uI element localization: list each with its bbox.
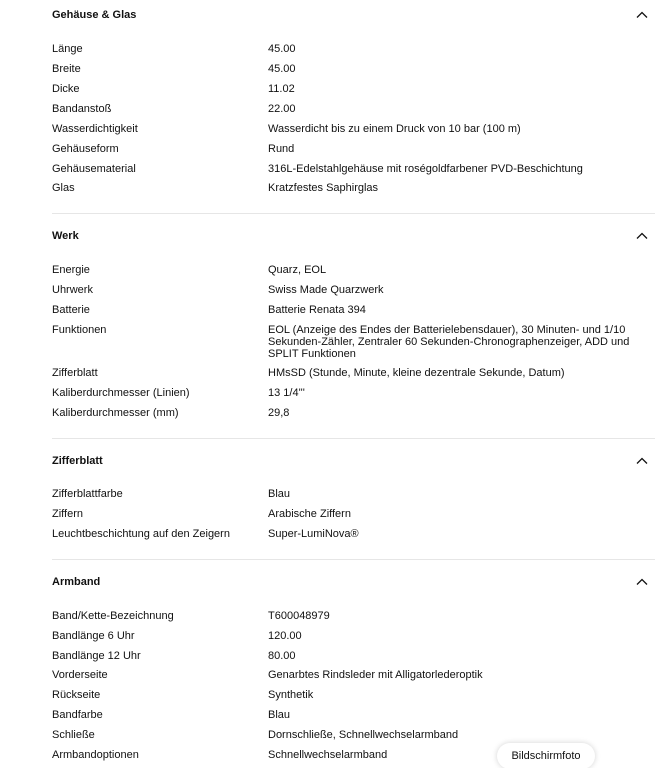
spec-label: Bandanstoß	[52, 103, 112, 115]
section-title: Zifferblatt	[52, 455, 103, 467]
spec-label: Band/Kette-Bezeichnung	[52, 610, 174, 622]
section-title: Gehäuse & Glas	[52, 9, 137, 21]
spec-label: Kaliberdurchmesser (Linien)	[52, 387, 190, 399]
spec-value: EOL (Anzeige des Endes der Batterielebensdauer), 30 Minuten- und 1/10 Sekunden-Zähler, Zentraler 60 Sekunden-Chronographenzeiger, ADD und SPLIT Funktionen	[268, 324, 630, 360]
spec-label: Gehäuseform	[52, 143, 119, 155]
spec-label: Funktionen	[52, 324, 107, 336]
spec-label: Breite	[52, 63, 81, 75]
spec-value: T600048979	[268, 610, 330, 622]
spec-value: 45.00	[268, 43, 296, 55]
spec-label: Ziffern	[52, 508, 83, 520]
section-title: Armband	[52, 576, 101, 588]
spec-value: Synthetik	[268, 689, 314, 701]
section-header-zifferblatt[interactable]	[52, 454, 655, 478]
spec-label: Uhrwerk	[52, 284, 93, 296]
spec-label: Dicke	[52, 83, 80, 95]
spec-value: Quarz, EOL	[268, 264, 327, 276]
section-divider	[52, 559, 655, 560]
spec-value: 11.02	[268, 83, 295, 95]
spec-value: Swiss Made Quarzwerk	[268, 284, 384, 296]
spec-value: Arabische Ziffern	[268, 508, 351, 520]
spec-value: Blau	[268, 488, 291, 500]
section-divider	[52, 213, 655, 214]
spec-value: HMsSD (Stunde, Minute, kleine dezentrale Sekunde, Datum)	[268, 367, 565, 379]
spec-label: Vorderseite	[52, 669, 108, 681]
spec-label: Länge	[52, 43, 83, 55]
spec-label: Wasserdichtigkeit	[52, 123, 138, 135]
screenshot-toast[interactable]: Bildschirmfoto	[497, 743, 595, 768]
section-header-gehaeuse-glas[interactable]	[52, 8, 655, 32]
spec-value: 45.00	[268, 63, 296, 75]
spec-value: Rund	[268, 143, 295, 155]
spec-value: Dornschließe, Schnellwechselarmband	[268, 729, 459, 741]
chevron-up-icon[interactable]	[635, 575, 649, 589]
spec-value: 22.00	[268, 103, 296, 115]
spec-value: Genarbtes Rindsleder mit Alligatorlederoptik	[268, 669, 483, 681]
spec-label: Kaliberdurchmesser (mm)	[52, 407, 179, 419]
spec-label: Leuchtbeschichtung auf den Zeigern	[52, 528, 230, 540]
chevron-up-icon[interactable]	[635, 454, 649, 468]
spec-label: Bandlänge 12 Uhr	[52, 650, 141, 662]
spec-value: 29,8	[268, 407, 290, 419]
spec-value: 13 1/4'''	[268, 387, 305, 399]
spec-value: Kratzfestes Saphirglas	[268, 182, 379, 194]
chevron-up-icon[interactable]	[635, 8, 649, 22]
spec-label: Zifferblattfarbe	[52, 488, 123, 500]
spec-label: Bandfarbe	[52, 709, 103, 721]
spec-label: Glas	[52, 182, 75, 194]
spec-value: 80.00	[268, 650, 296, 662]
spec-value: 316L-Edelstahlgehäuse mit roségoldfarbener PVD-Beschichtung	[268, 163, 583, 175]
spec-value: 120.00	[268, 630, 302, 642]
spec-value: Blau	[268, 709, 291, 721]
spec-value: Wasserdicht bis zu einem Druck von 10 bar (100 m)	[268, 123, 521, 135]
spec-value: Batterie Renata 394	[268, 304, 366, 316]
spec-label: Schließe	[52, 729, 95, 741]
spec-label: Armbandoptionen	[52, 749, 139, 761]
section-header-armband[interactable]	[52, 575, 655, 599]
spec-value: Super-LumiNova®	[268, 528, 359, 540]
spec-label: Energie	[52, 264, 90, 276]
spec-label: Batterie	[52, 304, 90, 316]
spec-label: Bandlänge 6 Uhr	[52, 630, 135, 642]
spec-label: Gehäusematerial	[52, 163, 136, 175]
spec-label: Zifferblatt	[52, 367, 98, 379]
section-divider	[52, 438, 655, 439]
section-title: Werk	[52, 230, 79, 242]
spec-label: Rückseite	[52, 689, 101, 701]
spec-value: Schnellwechselarmband	[268, 749, 388, 761]
section-header-werk[interactable]	[52, 229, 655, 253]
chevron-up-icon[interactable]	[635, 229, 649, 243]
